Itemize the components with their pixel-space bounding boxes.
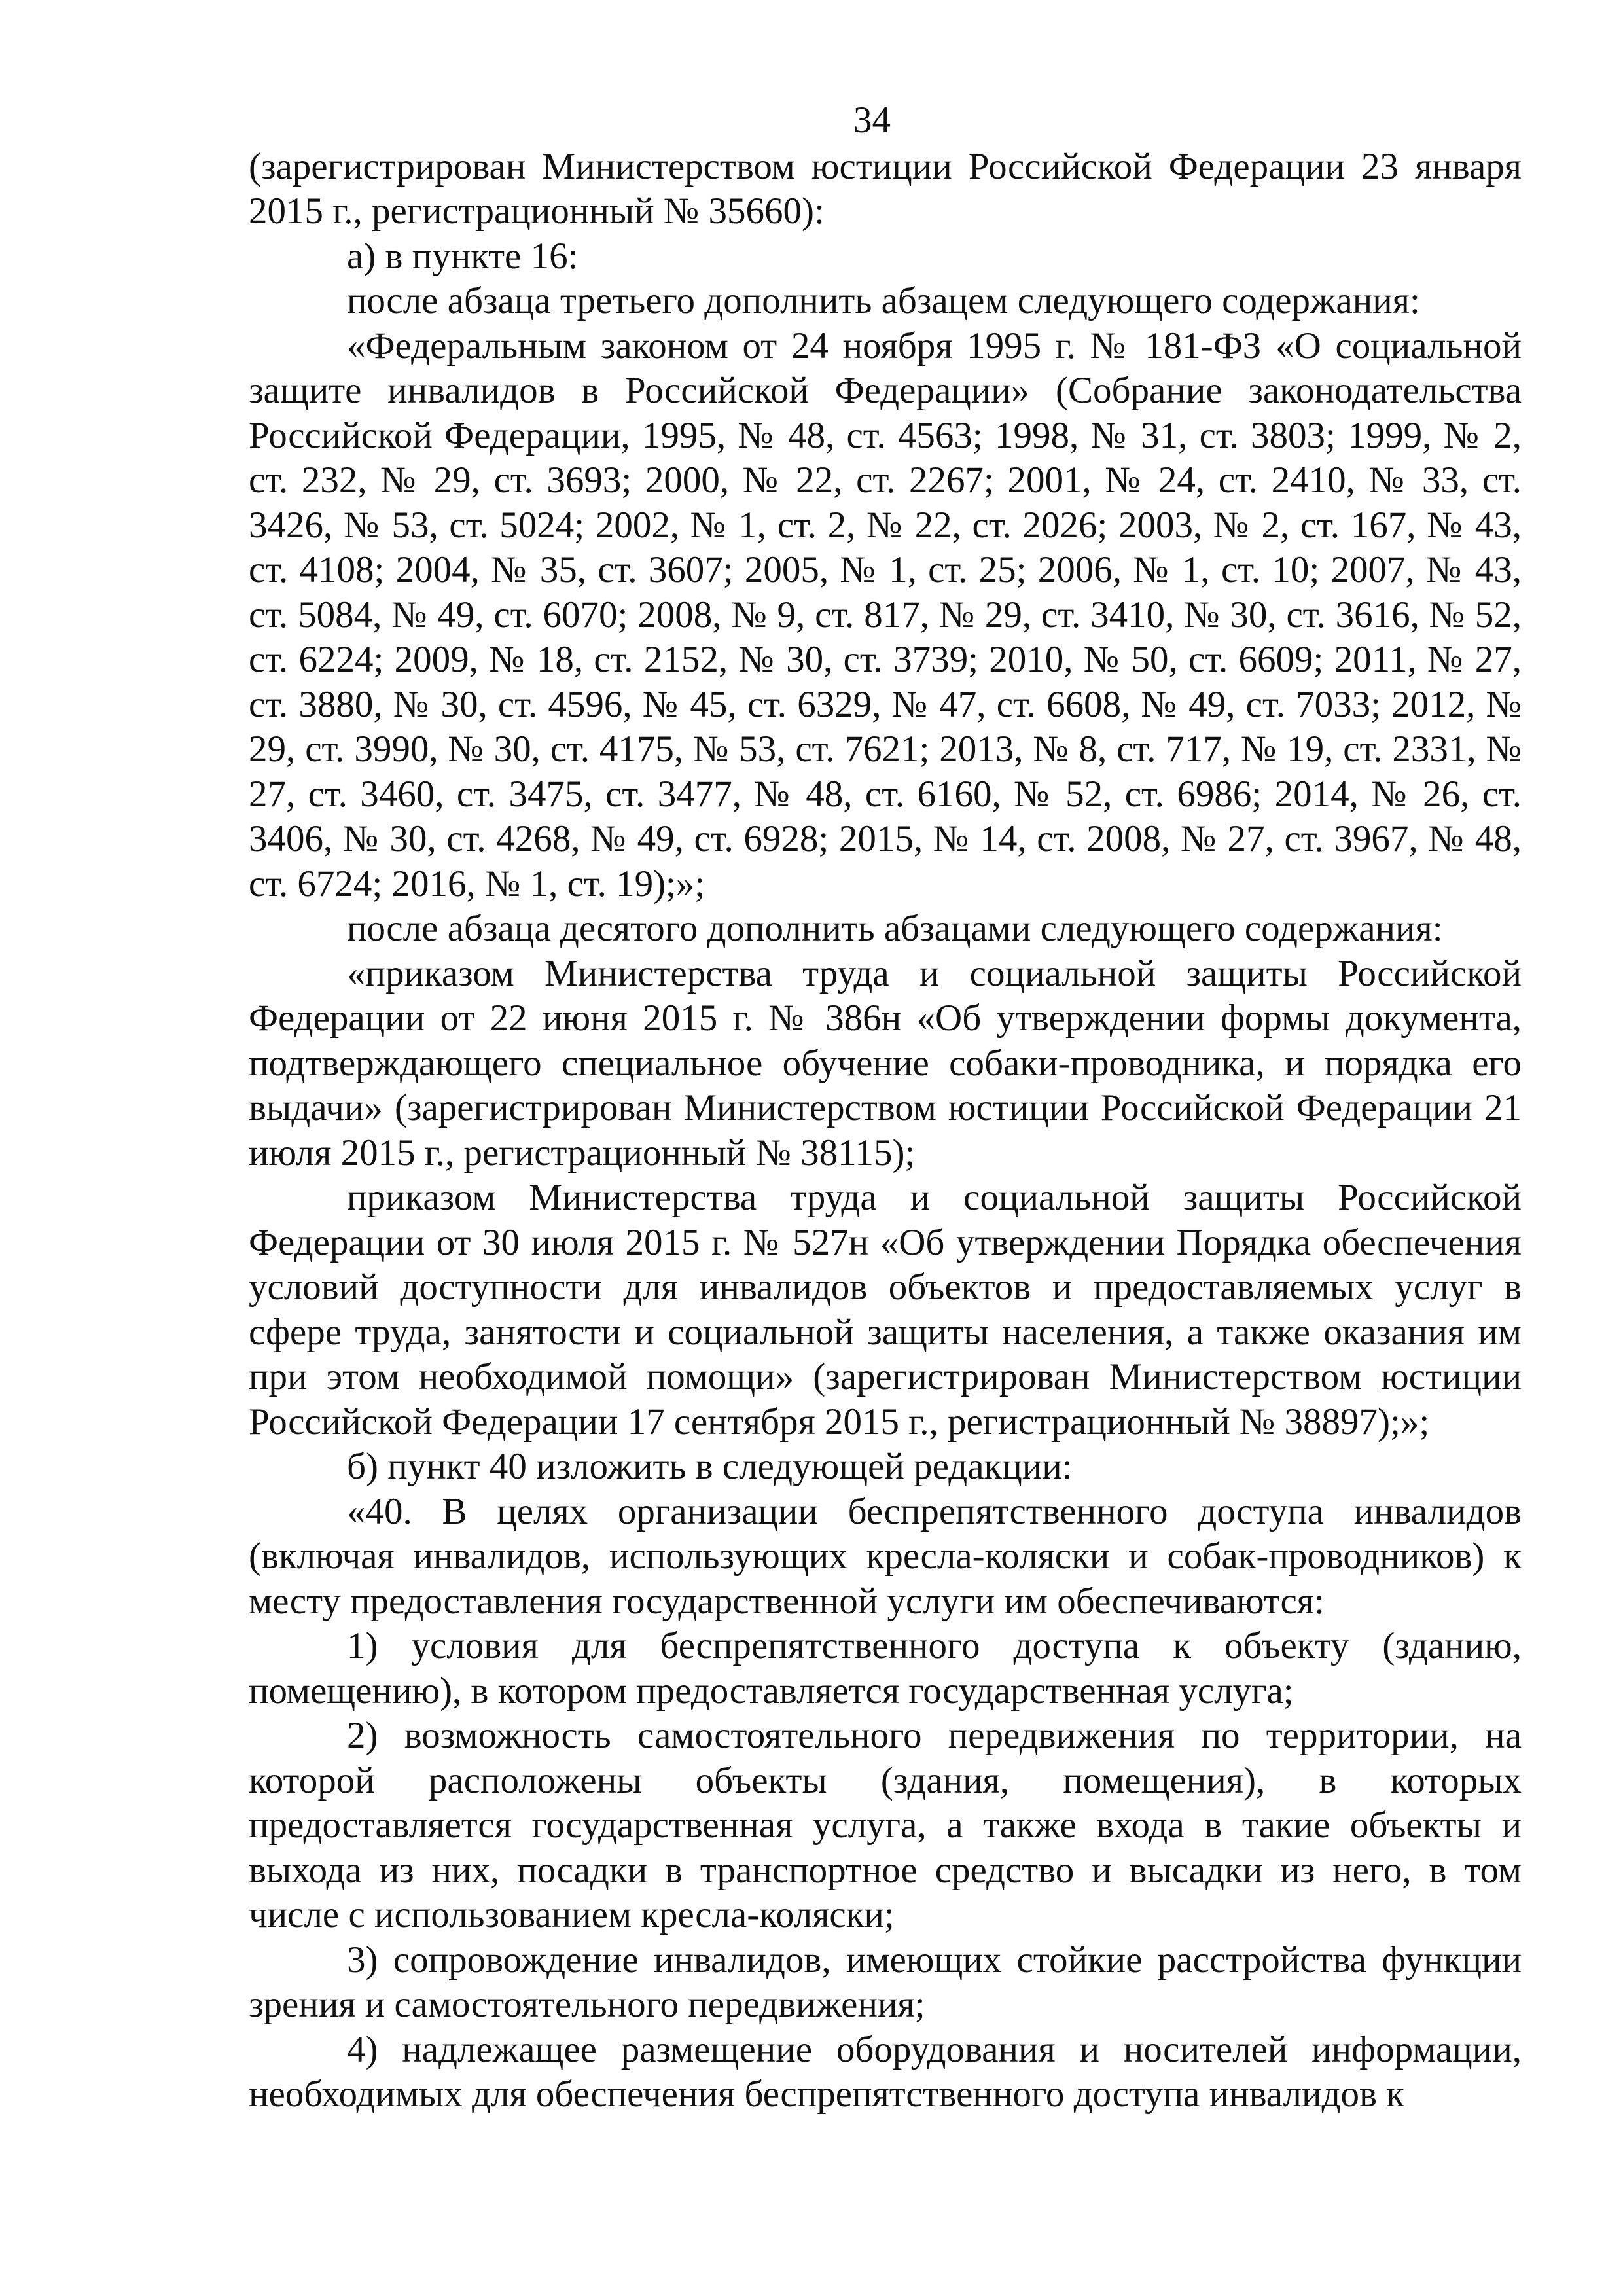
paragraph-registration-continuation: (зарегистрирован Министерством юстиции Российской Федерации 23 января 2015 г., регистрационный № 35660): [249,145,1522,232]
page-number: 34 [853,99,891,141]
paragraph-item-a-point-16: а) в пункте 16: [347,235,579,277]
paragraph-item-b-point-40: б) пункт 40 изложить в следующей редакции: [347,1446,1073,1487]
paragraph-subitem-3: 3) сопровождение инвалидов, имеющих стойкие расстройства функции зрения и самостоятельного передвижения; [249,1939,1522,2025]
paragraph-federal-law-citation: «Федеральным законом от 24 ноября 1995 г. № 181-ФЗ «О социальной защите инвалидов в Российской Федерации» (Собрание законодательства Российской Федерации, 1995, № 48, ст. 4563; 1998, № 31, ст. 3803; 1999, № 2, ст. 232, № 29, ст. 3693; 2000, № 22, ст. 2267; 2001, № 24, ст. 2410, № 33, ст. 3426, № 53, ст. 5024; 2002, № 1, ст. 2, № 22, ст. 2026; 2003, № 2, ст. 167, № 43, ст. 4108; 2004, № 35, ст. 3607; 2005, № 1, ст. 25; 2006, № 1, ст. 10; 2007, № 43, ст. 5084, № 49, ст. 6070; 2008, № 9, ст. 817, № 29, ст. 3410, № 30, ст. 3616, № 52, ст. 6224; 2009, № 18, ст. 2152, № 30, ст. 3739; 2010, № 50, ст. 6609; 2011, № 27, ст. 3880, № 30, ст. 4596, № 45, ст. 6329, № 47, ст. 6608, № 49, ст. 7033; 2012, № 29, ст. 3990, № 30, ст. 4175, № 53, ст. 7621; 2013, № 8, ст. 717, № 19, ст. 2331, № 27, ст. 3460, ст. 3475, ст. 3477, № 48, ст. 6160, № 52, ст. 6986; 2014, № 26, ст. 3406, № 30, ст. 4268, № 49, ст. 6928; 2015, № 14, ст. 2008, № 27, ст. 3967, № 48, ст. 6724; 2016, № 1, ст. 19);»; [249,325,1522,905]
paragraph-order-527n: приказом Министерства труда и социальной защиты Российской Федерации от 30 июля 2015 г. № 527н «Об утверждении Порядка обеспечения условий доступности для инвалидов объектов и предоставляемых услуг в сфере труда, занятости и социальной защиты населения, а также оказания им при этом необходимой помощи» (зарегистрирован Министерством юстиции Российской Федерации 17 сентября 2015 г., регистрационный № 38897);»; [249,1177,1522,1443]
paragraph-subitem-4: 4) надлежащее размещение оборудования и носителей информации, необходимых для обеспечения беспрепятственного доступа инвалидов к [249,2028,1522,2115]
paragraph-point-40-text: «40. В целях организации беспрепятственного доступа инвалидов (включая инвалидов, использующих кресла-коляски и собак-проводников) к месту предоставления государственной услуги им обеспечиваются: [249,1490,1522,1622]
paragraph-after-third: после абзаца третьего дополнить абзацем следующего содержания: [347,280,1420,321]
paragraph-subitem-2: 2) возможность самостоятельного передвижения по территории, на которой расположены объекты (здания, помещения), в которых предоставляется государственная услуга, а также входа в такие объекты и выхода из них, посадки в транспортное средство и высадки из него, в том числе с использованием кресла-коляски; [249,1715,1522,1935]
paragraph-after-tenth: после абзаца десятого дополнить абзацами следующего содержания: [347,908,1443,949]
paragraph-order-386n: «приказом Министерства труда и социальной защиты Российской Федерации от 22 июня 2015 г. № 386н «Об утверждении формы документа, подтверждающего специальное обучение собаки-проводника, и порядка его выдачи» (зарегистрирован Министерством юстиции Российской Федерации 21 июля 2015 г., регистрационный № 38115); [249,952,1522,1174]
paragraph-subitem-1: 1) условия для беспрепятственного доступа к объекту (зданию, помещению), в котором предоставляется государственная услуга; [249,1625,1522,1712]
document-page [249,98,1522,2117]
